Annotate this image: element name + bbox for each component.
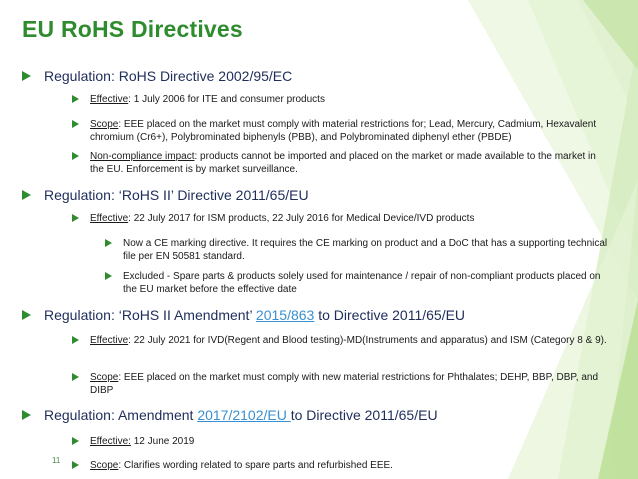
label-effective: Effective [90,94,129,105]
bullet-text-prefix: Regulation: Amendment [44,407,198,423]
bullet-text: Regulation: RoHS Directive 2002/95/EC [44,68,293,84]
bullet-arrow-icon [72,152,79,160]
bullet-text-prefix: Regulation: ‘RoHS II Amendment’ [44,307,256,323]
bullet-arrow-icon [22,190,31,200]
bullet-arrow-icon [105,272,112,280]
effective-text: 12 June 2019 [130,436,195,447]
bullet-text: Regulation: ‘RoHS II’ Directive 2011/65/EU [44,187,309,203]
bullet-text-suffix: to Directive 2011/65/EU [314,307,466,323]
excluded-text: Excluded - Spare parts & products solely used for maintenance / repair of non-compliant products placed on the EU market before the effective date [123,271,601,295]
bullet-arrow-icon [72,373,79,381]
bullet-arrow-icon [22,71,31,81]
link-2017-2102-eu[interactable]: 2017/2102/EU [197,407,291,423]
label-effective: Effective [90,213,129,224]
noncompliance-text: : products cannot be imported and placed on the market or made available to the market in the EU. Enforcement is by market surveillance. [90,151,596,175]
bullet-arrow-icon [72,437,79,445]
effective-text: : 22 July 2017 for ISM products, 22 July 2016 for Medical Device/IVD products [128,213,475,224]
ce-marking-text: Now a CE marking directive. It requires the CE marking on product and a DoC that has a supporting technical file per EN 50581 standard. [123,238,608,262]
label-scope: Scope [90,460,119,471]
scope-text: : Clarifies wording related to spare parts and refurbished EEE. [118,460,393,471]
label-effective: Effective: [90,436,131,447]
scope-text: : EEE placed on the market must comply with new material restrictions for Phthalates; DEHP, BBP, DBP, and DIBP [90,372,599,396]
slide-title: EU RoHS Directives [22,16,243,42]
effective-text: : 1 July 2006 for ITE and consumer products [128,94,325,105]
bullet-arrow-icon [22,410,31,420]
label-noncompliance: Non-compliance impact [90,151,195,162]
label-scope: Scope [90,372,119,383]
bullet-text-suffix: to Directive 2011/65/EU [290,407,438,423]
bullet-arrow-icon [72,214,79,222]
label-effective: Effective [90,335,129,346]
effective-text: : 22 July 2021 for IVD(Regent and Blood testing)-MD(Instruments and apparatus) and ISM (Category 8 & 9). [128,335,607,346]
scope-text: : EEE placed on the market must comply with material restrictions for; Lead, Mercury, Cadmium, Hexavalent chromium (Cr6+), Polybrominated biphenyls (PBB), and Polybrominated diphenyl ether (PBDE) [90,119,597,143]
page-number: 11 [52,456,61,465]
label-scope: Scope [90,119,119,130]
bullet-arrow-icon [72,461,79,469]
bullet-arrow-icon [72,336,79,344]
bullet-arrow-icon [72,95,79,103]
bullet-arrow-icon [105,239,112,247]
link-2015-863[interactable]: 2015/863 [255,307,315,323]
bullet-arrow-icon [22,310,31,320]
bullet-arrow-icon [72,120,79,128]
